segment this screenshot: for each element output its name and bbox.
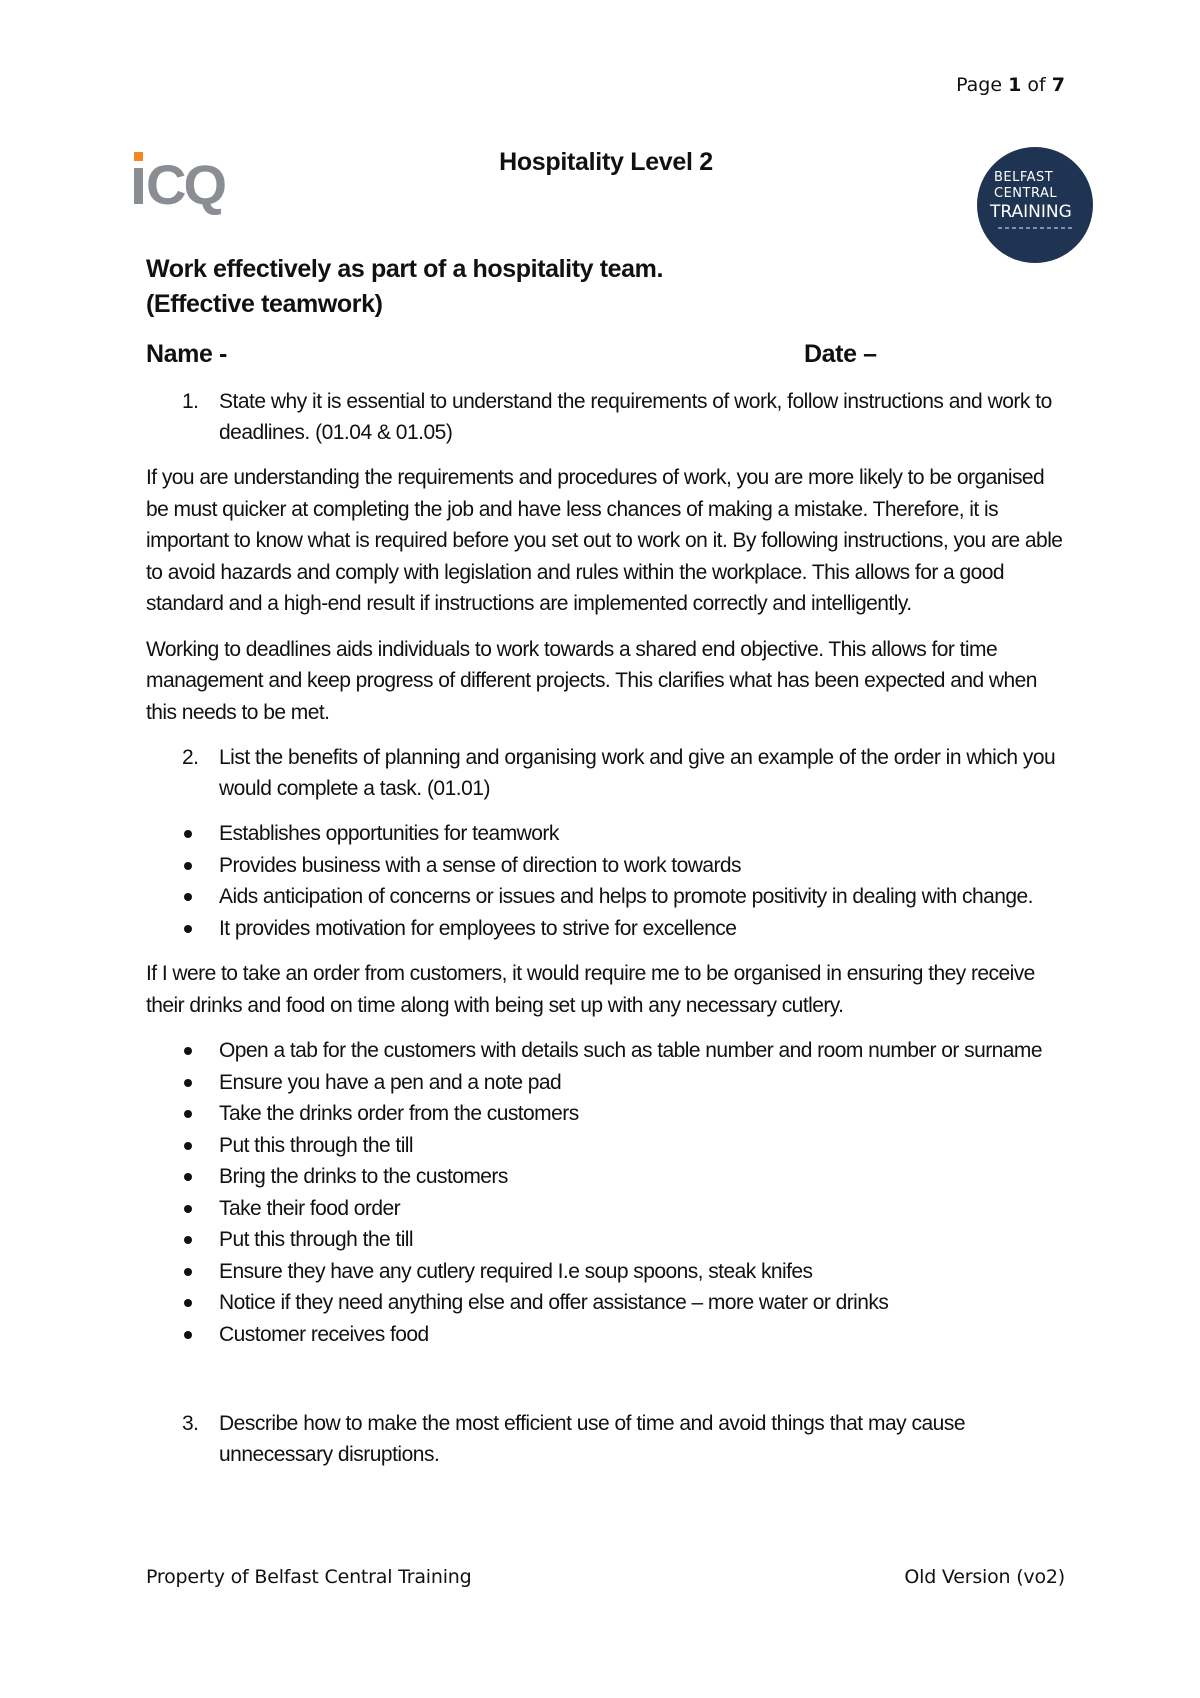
- name-label: Name -: [146, 340, 227, 368]
- list-item: It provides motivation for employees to strive for excellence: [146, 913, 1066, 945]
- list-item: Open a tab for the customers with details such as table number and room number or surname: [146, 1035, 1066, 1067]
- bullet-icon: [184, 1331, 192, 1339]
- question-3: 3. Describe how to make the most efficient use of time and avoid things that may cause unnecessary disruptions.: [182, 1412, 966, 1466]
- order-steps-list: [146, 1035, 1066, 1350]
- date-label: Date –: [804, 340, 877, 368]
- bullet-icon: [184, 925, 192, 933]
- bullet-icon: [184, 830, 192, 838]
- bullet-icon: [184, 1236, 192, 1244]
- document-title: Hospitality Level 2: [499, 148, 713, 176]
- belfast-central-training-logo: [976, 146, 1094, 264]
- svg-text:CQ: CQ: [146, 153, 224, 216]
- footer-property: Property of Belfast Central Training: [146, 1566, 472, 1588]
- bullet-icon: [184, 893, 192, 901]
- bullet-icon: [184, 1299, 192, 1307]
- list-item: Customer receives food: [146, 1319, 1066, 1351]
- benefits-list: [146, 818, 1066, 944]
- list-item: Ensure they have any cutlery required I.e soup spoons, steak knifes: [146, 1256, 1066, 1288]
- example-intro: If I were to take an order from customers, it would require me to be organised in ensuring they receive their drinks and food on time along with being set up with any necessary cutlery.: [146, 962, 1035, 1017]
- logo-text-training: TRAINING: [990, 202, 1072, 222]
- bullet-icon: [184, 1110, 192, 1118]
- document-body: [146, 252, 1066, 1484]
- logo-text-belfast: BELFAST: [994, 170, 1054, 185]
- bullet-icon: [184, 1047, 192, 1055]
- list-item: Take their food order: [146, 1193, 1066, 1225]
- bullet-icon: [184, 1079, 192, 1087]
- list-item: Aids anticipation of concerns or issues and helps to promote positivity in dealing with change.: [146, 881, 1066, 913]
- list-item: Put this through the till: [146, 1130, 1066, 1162]
- list-item: Provides business with a sense of direction to work towards: [146, 850, 1066, 882]
- list-item: Bring the drinks to the customers: [146, 1161, 1066, 1193]
- bullet-icon: [184, 1173, 192, 1181]
- bullet-icon: [184, 1142, 192, 1150]
- bullet-icon: [184, 1268, 192, 1276]
- answer-1-paragraph-1: If you are understanding the requirements and procedures of work, you are more likely to be organised be must quicker at completing the job and have less chances of making a mistake. Therefore, it is important to know what is required before you set out to work on it. By following instructions, you are able to avoid hazards and comply with legislation and rules within the workplace. This allows for a good standard and a high-end result if instructions are implemented correctly and intelligently.: [146, 466, 1063, 615]
- list-item: Take the drinks order from the customers: [146, 1098, 1066, 1130]
- answer-1-paragraph-2: Working to deadlines aids individuals to work towards a shared end objective. This allows for time management and keep progress of different projects. This clarifies what has been expected and when this needs to be met.: [146, 637, 1037, 724]
- question-1: 1. State why it is essential to understand the requirements of work, follow instructions and work to deadlines. (01.04 & 01.05): [182, 390, 1052, 444]
- question-2: 2. List the benefits of planning and organising work and give an example of the order in which you would complete a task. (01.01): [182, 746, 1056, 800]
- bullet-icon: [184, 862, 192, 870]
- list-item: Put this through the till: [146, 1224, 1066, 1256]
- spacer: [146, 1364, 1066, 1408]
- bullet-icon: [184, 1205, 192, 1213]
- logo-text-central: CENTRAL: [994, 186, 1058, 201]
- unit-title: Work effectively as part of a hospitality team. (Effective teamwork): [146, 255, 664, 318]
- list-item: Notice if they need anything else and offer assistance – more water or drinks: [146, 1287, 1066, 1319]
- list-item: Ensure you have a pen and a note pad: [146, 1067, 1066, 1099]
- footer-version: Old Version (vo2): [904, 1566, 1065, 1588]
- list-item: Establishes opportunities for teamwork: [146, 818, 1066, 850]
- name-date-row: [146, 340, 1066, 376]
- page-number: Page 1 of 7: [956, 74, 1065, 96]
